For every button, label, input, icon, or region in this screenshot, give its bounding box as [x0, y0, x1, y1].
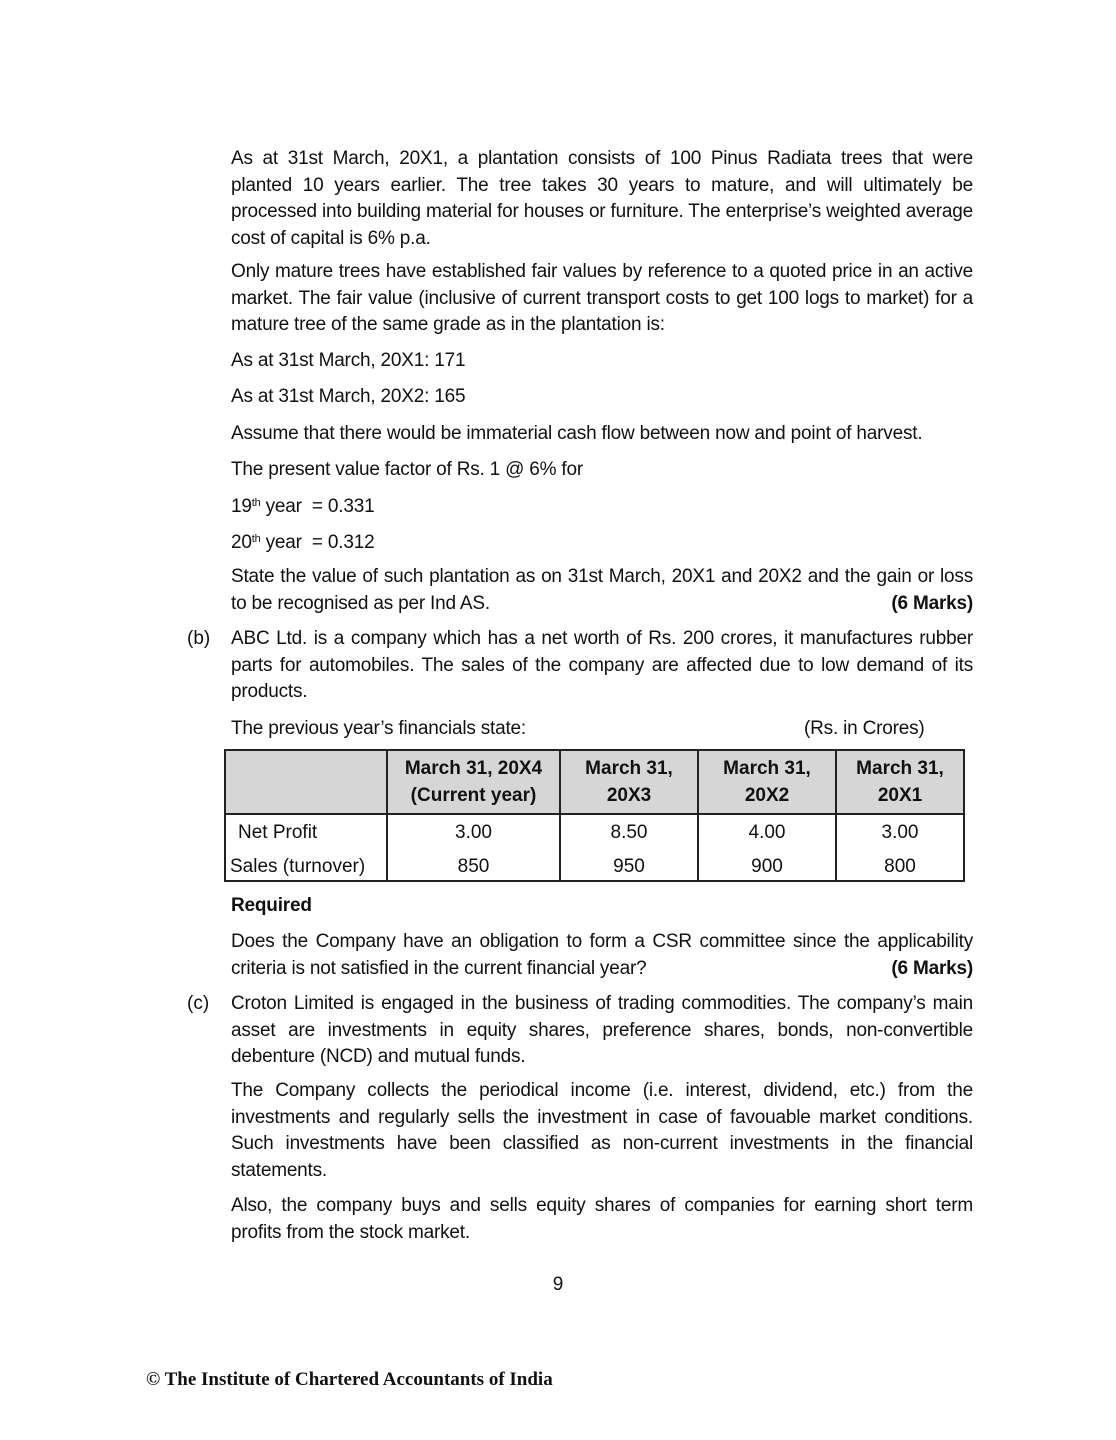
factor-19-number: 19 [231, 496, 252, 517]
label-c: (c) [187, 993, 210, 1014]
header-20x2 [698, 750, 836, 814]
header-20x4-line2: (Current year) [410, 785, 537, 806]
table-cell: 8.50 [560, 814, 698, 850]
table-cell: 850 [387, 850, 560, 881]
intro-paragraph-block [231, 146, 973, 252]
marks-b: (6 Marks) [891, 957, 973, 979]
part-c-block-2 [231, 1078, 973, 1184]
part-b-paragraph: ABC Ltd. is a company which has a net worth of Rs. 200 crores, it manufactures rubber parts for automobiles. The sales of the company are affected due to low demand of its products. [231, 628, 973, 702]
question-b [231, 929, 973, 982]
question-b-block [231, 929, 973, 982]
question-a-block [231, 564, 973, 617]
part-c-block-1 [231, 991, 973, 1071]
part-c-paragraph-2: The Company collects the periodical income (i.e. interest, dividend, etc.) from the investments and regularly sells the investment in case of favouable market conditions. Such investments have been classified as non-current investments in the financial statements. [231, 1080, 973, 1181]
pv-factor-20th-year [231, 530, 374, 556]
financials-table [224, 749, 965, 882]
fair-value-paragraph-block [231, 259, 973, 339]
question-a [231, 564, 973, 617]
row-label: Net Profit [225, 814, 387, 850]
factor-20-value: year = 0.312 [260, 532, 375, 553]
footer-copyright: © The Institute of Chartered Accountants of India [146, 1369, 553, 1390]
row-label: Sales (turnover) [225, 850, 387, 881]
page-number: 9 [552, 1274, 564, 1295]
header-20x1-line1: March 31, [856, 758, 944, 779]
financials-unit: (Rs. in Crores) [804, 718, 925, 739]
table-cell: 4.00 [698, 814, 836, 850]
header-20x1-line2: 20X1 [877, 785, 923, 806]
part-b-block [231, 626, 973, 706]
header-empty-cell [225, 750, 387, 814]
part-c-paragraph-1: Croton Limited is engaged in the business of trading commodities. The company’s main asset are investments in equity shares, preference shares, bonds, non-convertible debenture (NCD) and mutual funds. [231, 993, 973, 1067]
value-20x1: As at 31st March, 20X1: 171 [231, 350, 466, 371]
header-20x3-line2: 20X3 [606, 785, 652, 806]
question-a-text: State the value of such plantation as on 31st March, 20X1 and 20X2 and the gain or loss to be recognised as per Ind AS. [231, 566, 973, 614]
header-20x2-line2: 20X2 [744, 785, 790, 806]
value-20x2: As at 31st March, 20X2: 165 [231, 386, 466, 407]
header-20x4-line1: March 31, 20X4 [404, 758, 543, 779]
required-heading: Required [231, 895, 312, 916]
table-cell: 3.00 [387, 814, 560, 850]
intro-paragraph: As at 31st March, 20X1, a plantation consists of 100 Pinus Radiata trees that were planted 10 years earlier. The tree takes 30 years to mature, and will ultimately be processed into building material for houses or furniture. The enterprise’s weighted average cost of capital is 6% p.a. [231, 148, 973, 249]
header-20x3 [560, 750, 698, 814]
pv-factor-19th-year [231, 494, 374, 520]
table-cell: 3.00 [836, 814, 964, 850]
table-cell: 800 [836, 850, 964, 881]
header-20x4 [387, 750, 560, 814]
pv-factor-intro: The present value factor of Rs. 1 @ 6% for [231, 459, 583, 480]
label-b: (b) [187, 628, 211, 649]
part-c-block-3 [231, 1193, 973, 1246]
financials-caption: The previous year’s financials state: [231, 718, 526, 739]
table-row-net-profit [225, 814, 964, 850]
factor-19-value: year = 0.331 [260, 496, 375, 517]
factor-19-suffix: th [251, 497, 261, 509]
assumption-text: Assume that there would be immaterial cash flow between now and point of harvest. [231, 423, 923, 444]
header-20x1 [836, 750, 964, 814]
table-header-row [225, 750, 964, 814]
header-20x3-line1: March 31, [585, 758, 673, 779]
table-cell: 950 [560, 850, 698, 881]
part-c-paragraph-3: Also, the company buys and sells equity shares of companies for earning short term profits from the stock market. [231, 1195, 973, 1243]
table-row-sales [225, 850, 964, 881]
fair-value-paragraph: Only mature trees have established fair values by reference to a quoted price in an active market. The fair value (inclusive of current transport costs to get 100 logs to market) for a mature tree of the same grade as in the plantation is: [231, 261, 973, 335]
table-cell: 900 [698, 850, 836, 881]
question-b-text: Does the Company have an obligation to form a CSR committee since the applicability criteria is not satisfied in the current financial year? [231, 931, 973, 979]
factor-20-suffix: th [251, 533, 261, 545]
factor-20-number: 20 [231, 532, 252, 553]
marks-a: (6 Marks) [891, 592, 973, 614]
header-20x2-line1: March 31, [723, 758, 811, 779]
